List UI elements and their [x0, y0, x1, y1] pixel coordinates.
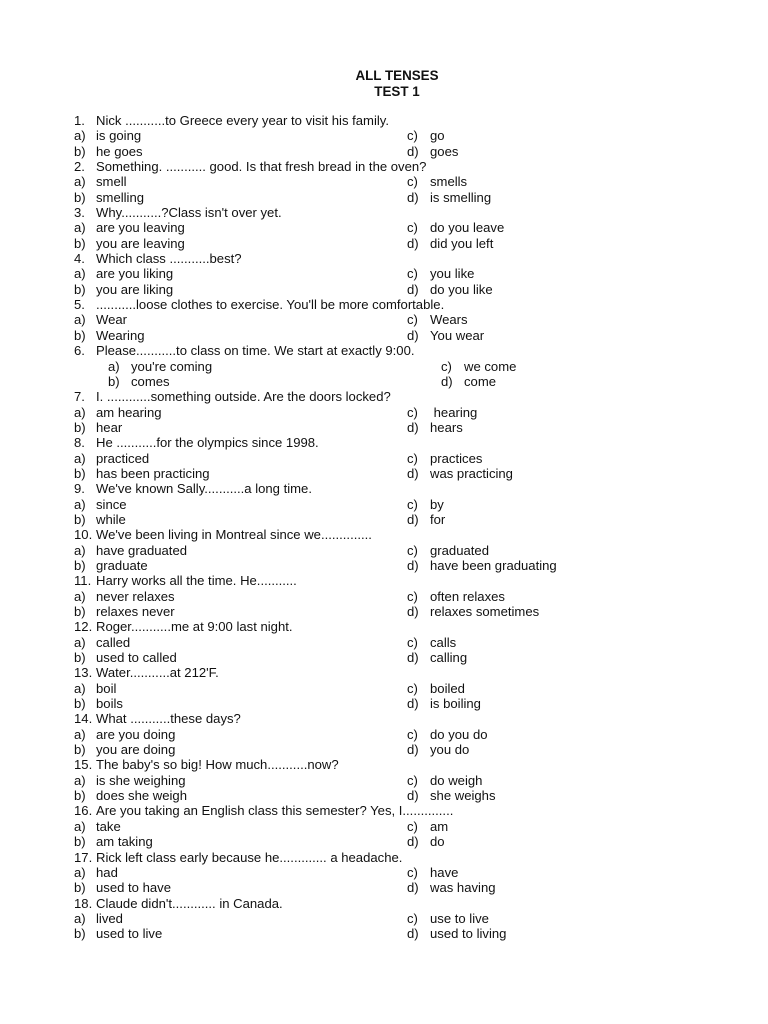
option-letter: c) — [407, 450, 418, 466]
option-text: have graduated — [96, 542, 188, 558]
option-letter: b) — [74, 788, 86, 804]
option-letter: c) — [407, 542, 418, 558]
option-text: since — [96, 496, 127, 512]
option-letter: a) — [74, 266, 86, 282]
option-letter: b) — [74, 327, 86, 343]
question-text: We've been living in Montreal since we.............. — [96, 527, 372, 543]
option-text: used to have — [96, 880, 171, 896]
option-row — [0, 911, 768, 926]
question-17 — [0, 850, 768, 865]
question-number: 15. — [74, 757, 93, 773]
option-text: relaxes never — [96, 604, 175, 619]
option-row — [0, 926, 768, 941]
option-letter: a) — [74, 542, 86, 558]
option-text: has been practicing — [96, 465, 210, 481]
option-row — [0, 497, 768, 512]
question-5 — [0, 297, 768, 312]
question-number: 18. — [74, 895, 93, 911]
option-text: Wears — [430, 312, 468, 328]
question-2 — [0, 159, 768, 174]
option-row — [0, 650, 768, 665]
option-letter: b) — [74, 419, 86, 435]
option-text: practiced — [96, 450, 150, 466]
question-text: Why...........?Class isn't over yet. — [96, 205, 282, 221]
option-text: am hearing — [96, 404, 162, 420]
option-text: have — [430, 864, 459, 880]
option-text: do — [430, 834, 445, 850]
question-text: What ...........these days? — [96, 711, 241, 727]
option-letter: a) — [108, 358, 120, 374]
option-letter: d) — [407, 511, 419, 527]
question-number: 1. — [74, 113, 85, 128]
option-letter: a) — [74, 174, 86, 190]
question-number: 6. — [74, 343, 85, 359]
test-document — [0, 68, 768, 942]
question-text: Rick left class early because he............. a headache. — [96, 849, 403, 865]
option-letter: b) — [74, 696, 86, 712]
option-text: you are doing — [96, 742, 176, 758]
option-text: are you leaving — [96, 220, 185, 236]
question-text: The baby's so big! How much...........now? — [96, 757, 339, 773]
option-letter: c) — [407, 588, 418, 604]
option-letter: a) — [74, 680, 86, 696]
option-letter: c) — [407, 634, 418, 650]
option-text: is she weighing — [96, 772, 186, 788]
question-12 — [0, 619, 768, 634]
question-number: 13. — [74, 665, 93, 681]
option-row — [0, 742, 768, 757]
option-text: used to living — [430, 926, 507, 942]
option-row — [0, 681, 768, 696]
option-text: by — [430, 496, 444, 512]
option-row — [0, 512, 768, 527]
option-row — [0, 374, 768, 389]
question-text: Nick ...........to Greece every year to visit his family. — [96, 113, 389, 128]
option-row — [0, 282, 768, 297]
option-letter: d) — [407, 742, 419, 758]
option-letter: d) — [407, 880, 419, 896]
option-letter: a) — [74, 220, 86, 236]
option-row — [0, 834, 768, 849]
option-letter: b) — [74, 557, 86, 573]
option-letter: b) — [74, 650, 86, 666]
question-text: He ...........for the olympics since 1998. — [96, 435, 319, 451]
question-number: 16. — [74, 803, 93, 819]
option-row — [0, 727, 768, 742]
option-text: you like — [430, 266, 475, 282]
option-text: do you like — [430, 281, 493, 297]
option-letter: a) — [74, 910, 86, 926]
question-number: 4. — [74, 251, 85, 267]
option-text: while — [96, 511, 126, 527]
option-row — [0, 880, 768, 895]
question-18 — [0, 896, 768, 911]
option-row — [0, 865, 768, 880]
option-letter: b) — [108, 373, 120, 389]
option-letter: c) — [407, 726, 418, 742]
option-text: am taking — [96, 834, 153, 850]
question-text: Roger...........me at 9:00 last night. — [96, 619, 293, 635]
question-9 — [0, 481, 768, 496]
option-letter: c) — [407, 220, 418, 236]
option-letter: d) — [407, 557, 419, 573]
option-text: graduated — [430, 542, 489, 558]
option-text: is boiling — [430, 696, 481, 712]
question-4 — [0, 251, 768, 266]
option-text: smelling — [96, 189, 145, 205]
question-11 — [0, 573, 768, 588]
option-row — [0, 328, 768, 343]
option-row — [0, 266, 768, 281]
option-row — [0, 773, 768, 788]
question-1 — [0, 113, 768, 128]
option-letter: a) — [74, 128, 86, 144]
option-letter: b) — [74, 235, 86, 251]
option-text: lived — [96, 910, 123, 926]
option-row — [0, 589, 768, 604]
question-text: ...........loose clothes to exercise. You'll be more comfortable. — [96, 297, 445, 313]
option-text: are you liking — [96, 266, 174, 282]
option-text: had — [96, 864, 118, 880]
option-text: You wear — [430, 327, 485, 343]
option-letter: d) — [441, 373, 453, 389]
question-text: Are you taking an English class this semester? Yes, I.............. — [96, 803, 454, 819]
question-text: Water...........at 212'F. — [96, 665, 219, 681]
question-text: Harry works all the time. He........... — [96, 573, 297, 589]
option-text: does she weigh — [96, 788, 187, 804]
question-15 — [0, 757, 768, 772]
option-letter: d) — [407, 604, 419, 619]
option-letter: a) — [74, 726, 86, 742]
question-number: 8. — [74, 435, 85, 451]
question-text: We've known Sally...........a long time. — [96, 481, 312, 497]
option-text: am — [430, 818, 449, 834]
option-text: smell — [96, 174, 127, 190]
option-letter: d) — [407, 926, 419, 942]
option-text: are you doing — [96, 726, 176, 742]
option-text: he goes — [96, 143, 143, 159]
option-letter: d) — [407, 281, 419, 297]
option-text: boils — [96, 696, 123, 712]
option-text: do you do — [430, 726, 488, 742]
option-letter: d) — [407, 696, 419, 712]
option-letter: a) — [74, 864, 86, 880]
option-row — [0, 144, 768, 159]
option-letter: b) — [74, 926, 86, 942]
question-14 — [0, 711, 768, 726]
option-letter: b) — [74, 511, 86, 527]
option-row — [0, 405, 768, 420]
option-text: go — [430, 128, 445, 144]
option-letter: d) — [407, 650, 419, 666]
option-letter: c) — [407, 404, 418, 420]
option-letter: d) — [407, 189, 419, 205]
question-number: 14. — [74, 711, 93, 727]
question-number: 2. — [74, 159, 85, 175]
option-row — [0, 788, 768, 803]
option-letter: b) — [74, 465, 86, 481]
option-row — [0, 312, 768, 327]
option-text: goes — [430, 143, 459, 159]
option-text: she weighs — [430, 788, 496, 804]
option-letter: c) — [407, 128, 418, 144]
option-text: we come — [464, 358, 517, 374]
option-text: did you left — [430, 235, 494, 251]
option-text: boil — [96, 680, 117, 696]
option-row — [0, 819, 768, 834]
option-letter: c) — [441, 358, 452, 374]
option-row — [0, 696, 768, 711]
document-title: ALL TENSES — [355, 68, 439, 83]
option-text: take — [96, 818, 121, 834]
option-letter: b) — [74, 834, 86, 850]
option-letter: c) — [407, 174, 418, 190]
option-letter: c) — [407, 864, 418, 880]
option-text: you are liking — [96, 281, 174, 297]
option-letter: a) — [74, 634, 86, 650]
option-text: Wear — [96, 312, 128, 328]
question-3 — [0, 205, 768, 220]
question-number: 10. — [74, 527, 93, 543]
question-number: 12. — [74, 619, 93, 635]
question-text: Which class ...........best? — [96, 251, 242, 267]
option-letter: b) — [74, 604, 86, 619]
option-row — [0, 174, 768, 189]
option-text: used to live — [96, 926, 163, 942]
option-text: do you leave — [430, 220, 505, 236]
option-letter: a) — [74, 450, 86, 466]
option-letter: a) — [74, 772, 86, 788]
option-row — [0, 220, 768, 235]
option-text: calling — [430, 650, 468, 666]
option-text: you do — [430, 742, 470, 758]
question-13 — [0, 665, 768, 680]
option-text: was having — [430, 880, 496, 896]
option-letter: d) — [407, 419, 419, 435]
option-row — [0, 558, 768, 573]
option-text: you're coming — [131, 358, 213, 374]
option-letter: a) — [74, 588, 86, 604]
document-subtitle: TEST 1 — [374, 83, 420, 99]
option-text: is going — [96, 128, 142, 144]
question-list — [0, 113, 768, 942]
question-number: 9. — [74, 481, 85, 497]
option-letter: a) — [74, 496, 86, 512]
option-row — [0, 604, 768, 619]
option-row — [0, 543, 768, 558]
option-letter: c) — [407, 910, 418, 926]
question-number: 3. — [74, 205, 85, 221]
question-text: Please...........to class on time. We start at exactly 9:00. — [96, 343, 415, 359]
question-text: Claude didn't............ in Canada. — [96, 895, 283, 911]
option-letter: d) — [407, 235, 419, 251]
option-text: hear — [96, 419, 123, 435]
option-letter: c) — [407, 772, 418, 788]
option-text: use to live — [430, 910, 489, 926]
option-text: relaxes sometimes — [430, 604, 540, 619]
option-text: was practicing — [430, 465, 513, 481]
question-text: I. ............something outside. Are the doors locked? — [96, 389, 391, 405]
option-text: hears — [430, 419, 463, 435]
option-letter: c) — [407, 818, 418, 834]
option-text: calls — [430, 634, 457, 650]
option-text: is smelling — [430, 189, 492, 205]
question-number: 11. — [74, 573, 92, 589]
option-letter: a) — [74, 818, 86, 834]
option-text: called — [96, 634, 131, 650]
option-letter: c) — [407, 680, 418, 696]
option-row — [0, 635, 768, 650]
option-letter: c) — [407, 496, 418, 512]
option-text: boiled — [430, 680, 465, 696]
question-10 — [0, 527, 768, 542]
question-8 — [0, 435, 768, 450]
option-text: for — [430, 511, 446, 527]
option-letter: b) — [74, 880, 86, 896]
option-text: have been graduating — [430, 557, 557, 573]
option-text: do weigh — [430, 772, 483, 788]
option-text: you are leaving — [96, 235, 185, 251]
option-text: come — [464, 373, 497, 389]
option-letter: b) — [74, 281, 86, 297]
option-row — [0, 190, 768, 205]
option-row — [0, 420, 768, 435]
option-letter: a) — [74, 404, 86, 420]
option-text: often relaxes — [430, 588, 505, 604]
option-text: graduate — [96, 557, 148, 573]
question-number: 7. — [74, 389, 85, 405]
option-text: used to called — [96, 650, 177, 666]
question-number: 5. — [74, 297, 85, 313]
option-row — [0, 128, 768, 143]
option-row — [0, 359, 768, 374]
question-text: Something. ........... good. Is that fresh bread in the oven? — [96, 159, 427, 175]
option-letter: d) — [407, 788, 419, 804]
option-text: hearing — [430, 404, 478, 420]
option-letter: d) — [407, 465, 419, 481]
option-row — [0, 466, 768, 481]
option-letter: c) — [407, 312, 418, 328]
option-letter: d) — [407, 143, 419, 159]
option-text: never relaxes — [96, 588, 175, 604]
question-16 — [0, 803, 768, 818]
option-letter: b) — [74, 742, 86, 758]
option-text: comes — [131, 373, 170, 389]
option-letter: d) — [407, 327, 419, 343]
option-text: Wearing — [96, 327, 145, 343]
option-letter: a) — [74, 312, 86, 328]
option-letter: c) — [407, 266, 418, 282]
option-letter: b) — [74, 189, 86, 205]
option-text: practices — [430, 450, 483, 466]
option-letter: b) — [74, 143, 86, 159]
question-6 — [0, 343, 768, 358]
question-number: 17. — [74, 849, 93, 865]
question-7 — [0, 389, 768, 404]
option-letter: d) — [407, 834, 419, 850]
option-text: smells — [430, 174, 468, 190]
option-row — [0, 236, 768, 251]
option-row — [0, 451, 768, 466]
